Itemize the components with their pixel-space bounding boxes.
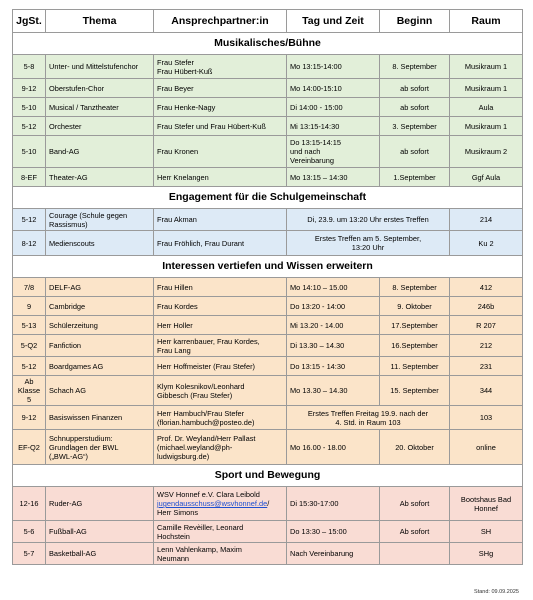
cell-jgst: 12-16 [13, 487, 46, 521]
cell-ansprechpartner: Frau Hillen [154, 278, 287, 297]
cell-jgst: EF-Q2 [13, 430, 46, 465]
cell-ansprechpartner: Frau Beyer [154, 79, 287, 98]
cell-thema: Fußball-AG [46, 521, 154, 543]
cell-tag-beginn: Erstes Treffen Freitag 19.9. nach der 4. Std. in Raum 103 [287, 406, 450, 430]
table-row [13, 278, 523, 297]
table-row [13, 487, 523, 521]
cell-ansprechpartner: Herr Knelangen [154, 168, 287, 187]
cell-tag-zeit: Mi 13.20 - 14.00 [287, 316, 380, 335]
cell-raum: Ggf Aula [450, 168, 523, 187]
cell-raum: SHg [450, 543, 523, 565]
header-ansprechpartner: Ansprechpartner:in [154, 10, 287, 33]
table-row [13, 55, 523, 79]
cell-tag-zeit: Mo 13.30 – 14.30 [287, 376, 380, 406]
cell-thema: Basketball-AG [46, 543, 154, 565]
section-heading-musik [13, 33, 523, 55]
cell-beginn: 8. September [380, 278, 450, 297]
cell-beginn: Ab sofort [380, 487, 450, 521]
cell-raum: Aula [450, 98, 523, 117]
cell-beginn: 16.September [380, 335, 450, 357]
table-body [13, 33, 523, 565]
cell-thema: Schnupperstudium: Grundlagen der BWL („BWL-AG“) [46, 430, 154, 465]
cell-jgst: 5-12 [13, 357, 46, 376]
section-title: Interessen vertiefen und Wissen erweitern [13, 256, 523, 278]
cell-thema: Cambridge [46, 297, 154, 316]
cell-ansprechpartner: Frau Kordes [154, 297, 287, 316]
section-title: Sport und Bewegung [13, 465, 523, 487]
table-row [13, 231, 523, 256]
ansprech-line: Herr Simons [157, 508, 199, 517]
table-row [13, 376, 523, 406]
cell-jgst: 5-12 [13, 117, 46, 136]
cell-thema: Musical / Tanztheater [46, 98, 154, 117]
cell-jgst: 5-12 [13, 209, 46, 231]
cell-ansprechpartner: Frau Fröhlich, Frau Durant [154, 231, 287, 256]
cell-ansprechpartner: Herr Hoffmeister (Frau Stefer) [154, 357, 287, 376]
cell-jgst: 9-12 [13, 406, 46, 430]
cell-ansprechpartner: Camille Revèiller, Leonard Hochstein [154, 521, 287, 543]
cell-ansprechpartner: Prof. Dr. Weyland/Herr Pallast (michael.weyland@ph- ludwigsburg.de) [154, 430, 287, 465]
cell-thema: Courage (Schule gegen Rassismus) [46, 209, 154, 231]
cell-jgst: 5-6 [13, 521, 46, 543]
cell-beginn: 3. September [380, 117, 450, 136]
cell-raum: 246b [450, 297, 523, 316]
cell-tag-zeit: Do 13:15-14:15 und nach Vereinbarung [287, 136, 380, 168]
cell-tag-beginn: Erstes Treffen am 5. September, 13:20 Uhr [287, 231, 450, 256]
cell-ansprechpartner: Herr karrenbauer, Frau Kordes, Frau Lang [154, 335, 287, 357]
cell-ansprechpartner: Frau Henke-Nagy [154, 98, 287, 117]
ansprech-separator: / [267, 499, 270, 508]
cell-raum: 231 [450, 357, 523, 376]
cell-beginn: Ab sofort [380, 521, 450, 543]
header-raum: Raum [450, 10, 523, 33]
cell-beginn: ab sofort [380, 98, 450, 117]
cell-jgst: 8-12 [13, 231, 46, 256]
cell-ansprechpartner: Herr Holler [154, 316, 287, 335]
cell-raum: Musikraum 1 [450, 117, 523, 136]
cell-beginn: 8. September [380, 55, 450, 79]
ag-schedule-table [12, 9, 523, 565]
cell-jgst: 5-10 [13, 136, 46, 168]
header-tag-zeit: Tag und Zeit [287, 10, 380, 33]
cell-thema: DELF-AG [46, 278, 154, 297]
table-row [13, 117, 523, 136]
cell-jgst: Ab Klasse 5 [13, 376, 46, 406]
table-row [13, 79, 523, 98]
stand-date: Stand: 09.09.2025 [474, 589, 519, 595]
cell-tag-zeit: Mo 14:10 – 15.00 [287, 278, 380, 297]
cell-jgst: 7/8 [13, 278, 46, 297]
cell-thema: Orchester [46, 117, 154, 136]
cell-tag-zeit: Do 13:20 - 14:00 [287, 297, 380, 316]
cell-beginn [380, 543, 450, 565]
cell-tag-zeit: Mi 13:15-14:30 [287, 117, 380, 136]
cell-thema: Boardgames AG [46, 357, 154, 376]
cell-jgst: 8-EF [13, 168, 46, 187]
section-title: Engagement für die Schulgemeinschaft [13, 187, 523, 209]
cell-raum: Musikraum 1 [450, 79, 523, 98]
cell-jgst: 5-13 [13, 316, 46, 335]
table-row [13, 168, 523, 187]
cell-thema: Medienscouts [46, 231, 154, 256]
cell-thema: Unter- und Mittelstufenchor [46, 55, 154, 79]
table-row [13, 521, 523, 543]
cell-beginn: 15. September [380, 376, 450, 406]
cell-raum: SH [450, 521, 523, 543]
cell-ansprechpartner: Frau Stefer und Frau Hübert-Kuß [154, 117, 287, 136]
cell-jgst: 9-12 [13, 79, 46, 98]
header-jgst: JgSt. [13, 10, 46, 33]
cell-thema: Theater-AG [46, 168, 154, 187]
cell-thema: Basiswissen Finanzen [46, 406, 154, 430]
table-row [13, 430, 523, 465]
table-row [13, 297, 523, 316]
cell-tag-zeit: Di 15:30-17:00 [287, 487, 380, 521]
cell-jgst: 5-8 [13, 55, 46, 79]
cell-tag-zeit: Di 13.30 – 14.30 [287, 335, 380, 357]
cell-beginn: 17.September [380, 316, 450, 335]
cell-raum: Ku 2 [450, 231, 523, 256]
cell-tag-zeit: Nach Vereinbarung [287, 543, 380, 565]
table-row [13, 98, 523, 117]
section-heading-engagement [13, 187, 523, 209]
table-row [13, 136, 523, 168]
cell-ansprechpartner: Klym Kolesnikov/Leonhard Gibbesch (Frau Stefer) [154, 376, 287, 406]
cell-thema: Schülerzeitung [46, 316, 154, 335]
email-link[interactable]: jugendausschuss@wsvhonnef.de [157, 499, 268, 508]
cell-ansprechpartner: Frau Stefer Frau Hübert-Kuß [154, 55, 287, 79]
cell-raum: Bootshaus Bad Honnef [450, 487, 523, 521]
cell-thema: Oberstufen-Chor [46, 79, 154, 98]
table-row [13, 335, 523, 357]
cell-tag-zeit: Mo 13:15 – 14:30 [287, 168, 380, 187]
cell-tag-zeit: Mo 16.00 - 18.00 [287, 430, 380, 465]
ansprech-line: WSV Honnef e.V. Clara Leibold [157, 490, 260, 499]
cell-beginn: ab sofort [380, 136, 450, 168]
cell-beginn: ab sofort [380, 79, 450, 98]
cell-raum: 344 [450, 376, 523, 406]
header-thema: Thema [46, 10, 154, 33]
cell-raum: Musikraum 2 [450, 136, 523, 168]
cell-tag-zeit: Do 13:15 - 14:30 [287, 357, 380, 376]
cell-thema: Fanfiction [46, 335, 154, 357]
section-title: Musikalisches/Bühne [13, 33, 523, 55]
cell-beginn: 1.September [380, 168, 450, 187]
section-heading-interessen [13, 256, 523, 278]
cell-beginn: 9. Oktober [380, 297, 450, 316]
cell-tag-zeit: Do 13:30 – 15:00 [287, 521, 380, 543]
cell-ansprechpartner: Lenn Vahlenkamp, Maxim Neumann [154, 543, 287, 565]
cell-jgst: 9 [13, 297, 46, 316]
cell-tag-zeit: Di 14:00 - 15:00 [287, 98, 380, 117]
cell-raum: 103 [450, 406, 523, 430]
cell-raum: R 207 [450, 316, 523, 335]
cell-ansprechpartner: Frau Akman [154, 209, 287, 231]
cell-jgst: 5-10 [13, 98, 46, 117]
cell-raum: 214 [450, 209, 523, 231]
table-row [13, 209, 523, 231]
cell-raum: Musikraum 1 [450, 55, 523, 79]
cell-ansprechpartner: Herr Hambuch/Frau Stefer (florian.hambuch@posteo.de) [154, 406, 287, 430]
cell-tag-zeit: Mo 13:15-14:00 [287, 55, 380, 79]
table-header-row [13, 10, 523, 33]
cell-thema: Band-AG [46, 136, 154, 168]
cell-ansprechpartner [154, 487, 287, 521]
cell-tag-beginn: Di, 23.9. um 13:20 Uhr erstes Treffen [287, 209, 450, 231]
cell-raum: 212 [450, 335, 523, 357]
cell-tag-zeit: Mo 14:00-15:10 [287, 79, 380, 98]
cell-ansprechpartner: Frau Kronen [154, 136, 287, 168]
cell-beginn: 20. Oktober [380, 430, 450, 465]
table-row [13, 543, 523, 565]
cell-thema: Schach AG [46, 376, 154, 406]
cell-beginn: 11. September [380, 357, 450, 376]
table-row [13, 357, 523, 376]
cell-thema: Ruder-AG [46, 487, 154, 521]
table-row [13, 316, 523, 335]
cell-raum: online [450, 430, 523, 465]
cell-raum: 412 [450, 278, 523, 297]
section-heading-sport [13, 465, 523, 487]
cell-jgst: 5-7 [13, 543, 46, 565]
cell-jgst: 5-Q2 [13, 335, 46, 357]
table-row [13, 406, 523, 430]
header-beginn: Beginn [380, 10, 450, 33]
